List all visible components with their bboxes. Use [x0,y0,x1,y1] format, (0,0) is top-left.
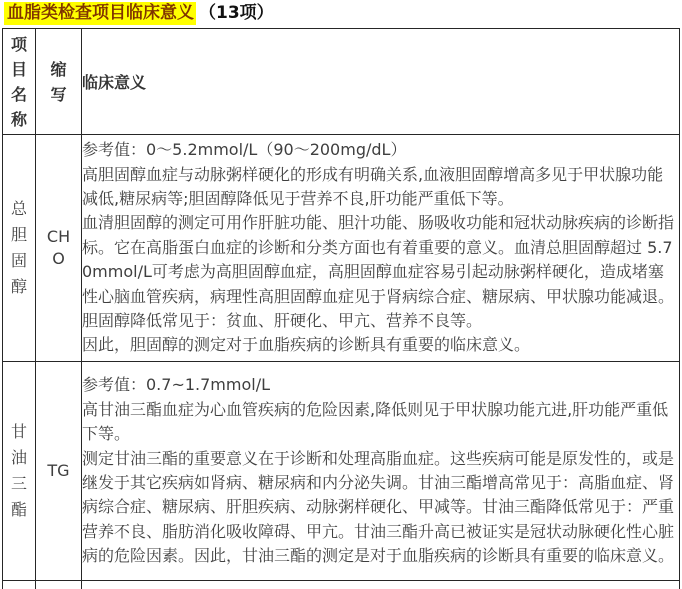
clinical-significance-paragraph: 血清胆固醇的测定可用作肝脏功能、胆汁功能、肠吸收功能和冠状动脉疾病的诊断指标。它在高脂蛋白血症的诊断和分类方面也有着重要的意义。血清总胆固醇超过 5.70mmol/L可考虑为高胆固醇血症，高胆固醇血症容易引起动脉粥样硬化，造成堵塞性心脑血管疾病，病理性高胆固醇血症见于肾病综合症、糖尿病、甲状腺功能减退。胆固醇降低常见于：贫血、肝硬化、甲亢、营养不良等。 [82,213,675,331]
cell-meaning-cholesterol [82,135,680,362]
cell-name-cholesterol [3,135,36,362]
cell-meaning-triglyceride [82,362,680,581]
table-row-next-partial [3,581,680,589]
table-header-row [3,29,680,135]
cell-abbr-cholesterol [36,135,82,362]
clinical-significance-paragraph: 测定甘油三酯的重要意义在于诊断和处理高脂血症。这些疾病可能是原发性的，或是继发于其它疾病如肾病、糖尿病和内分泌失调。甘油三酯增高常见于：高脂血症、肾病综合症、糖尿病、肝胆疾病、动脉粥样硬化、甲减等。甘油三酯降低常见于：严重营养不良、脂肪消化吸收障碍、甲亢。甘油三酯升高已被证实是冠状动脉硬化性心脏病的危险因素。因此，甘油三酯的测定是对于血脂疾病的诊断具有重要的临床意义。 [82,448,675,566]
document-title [4,2,274,27]
header-abbreviation [36,29,82,135]
clinical-significance-paragraph: 高胆固醇血症与动脉粥样硬化的形成有明确关系,血液胆固醇增高多见于甲状腺功能减低,糖尿病等;胆固醇降低见于营养不良,肝功能严重低下等。 [82,164,664,208]
cell-name-triglyceride [3,362,36,581]
item-name-label: 总胆固醇 [10,199,27,296]
cell-partial [36,581,82,589]
title-item-count: （13项） [199,3,274,23]
table-row-cholesterol [3,135,680,362]
item-abbr-label: TG [47,461,70,480]
cell-partial [3,581,36,589]
table-row-triglyceride [3,362,680,581]
reference-value: 参考值：0.7~1.7mmol/L [82,375,271,395]
header-abbreviation-label: 缩写 [50,59,67,104]
item-abbr-label: CHO [46,227,71,268]
cell-abbr-triglyceride [36,362,82,581]
header-clinical-significance [82,29,680,135]
reference-value: 参考值：0～5.2mmol/L（90～200mg/dL） [82,140,407,160]
clinical-significance-paragraph: 高甘油三酯血症为心血管疾病的危险因素,降低则见于甲状腺功能亢进,肝功能严重低下等。 [82,399,669,444]
header-project-name-label: 项目名称 [10,34,27,129]
cell-partial [82,581,680,589]
title-highlighted-text: 血脂类检查项目临床意义 [4,2,196,25]
item-name-label: 甘油三酯 [10,422,27,519]
header-clinical-significance-label: 临床意义 [82,73,147,92]
lipid-test-table [2,28,680,589]
header-project-name [3,29,36,135]
clinical-significance-paragraph: 因此，胆固醇的测定对于血脂疾病的诊断具有重要的临床意义。 [82,335,531,355]
